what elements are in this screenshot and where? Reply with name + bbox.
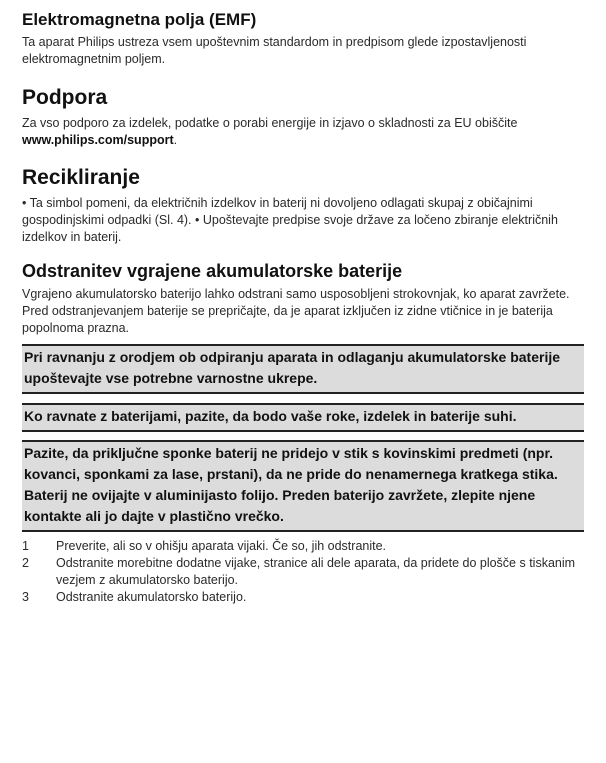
support-body-text: Za vso podporo za izdelek, podatke o porabi energije in izjavo o skladnosti za EU obiščite [22,116,518,130]
warning-box-tools: Pri ravnanju z orodjem ob odpiranju aparata in odlaganju akumulatorske baterije upoštevajte vse potrebne varnostne ukrepe. [22,344,584,394]
list-item [22,555,584,589]
emf-heading: Elektromagnetna polja (EMF) [22,10,257,29]
list-item [22,538,584,555]
step-number: 2 [22,556,29,570]
recycling-heading: Recikliranje [22,166,140,189]
battery-removal-body: Vgrajeno akumulatorsko baterijo lahko odstrani samo usposobljeni strokovnjak, ko aparat zavržete. Pred odstranjevanjem baterije se prepričajte, da je aparat izključen iz zidne vtičnice in je baterija popolnoma prazna. [22,287,570,335]
support-body-end: . [173,133,178,147]
step-number: 3 [22,590,29,604]
support-body [22,115,584,149]
warning-box-short-circuit: Pazite, da priključne sponke baterij ne pridejo v stik s kovinskimi predmeti (npr. kovanci, sponkami za lase, prstani), da ne pride do nenamernega kratkega stika. Baterij ne ovijajte v aluminijasto folijo. Preden baterijo zavržete, zlepite njene kontakte ali jo dajte v plastično vrečko. [22,440,584,532]
list-item [22,589,584,606]
support-heading: Podpora [22,86,108,109]
support-url-link[interactable]: www.philips.com/support [22,133,174,147]
step-number: 1 [22,539,29,553]
step-text: Odstranite akumulatorsko baterijo. [56,590,247,604]
emf-section [22,0,584,68]
emf-body: Ta aparat Philips ustreza vsem upoštevnim standardom in predpisom glede izpostavljenosti elektromagnetnim poljem. [22,35,527,66]
recycling-body: • Ta simbol pomeni, da električnih izdelkov in baterij ni dovoljeno odlagati skupaj z običajnimi gospodinjskimi odpadki (Sl. 4). • Upoštevajte predpise svoje države za ločeno zbiranje električnih izdelkov in baterij. [22,196,558,244]
support-section [22,86,584,149]
battery-removal-heading: Odstranitev vgrajene akumulatorske baterije [22,261,403,281]
warning-box-dry-hands: Ko ravnate z baterijami, pazite, da bodo vaše roke, izdelek in baterije suhi. [22,403,584,432]
removal-steps-list [22,538,584,606]
battery-removal-section [22,260,584,606]
step-text: Preverite, ali so v ohišju aparata vijaki. Če so, jih odstranite. [56,539,387,553]
step-text: Odstranite morebitne dodatne vijake, stranice ali dele aparata, da pridete do plošče s tiskanim vezjem z akumulatorsko baterijo. [56,556,576,587]
recycling-section [22,166,584,246]
